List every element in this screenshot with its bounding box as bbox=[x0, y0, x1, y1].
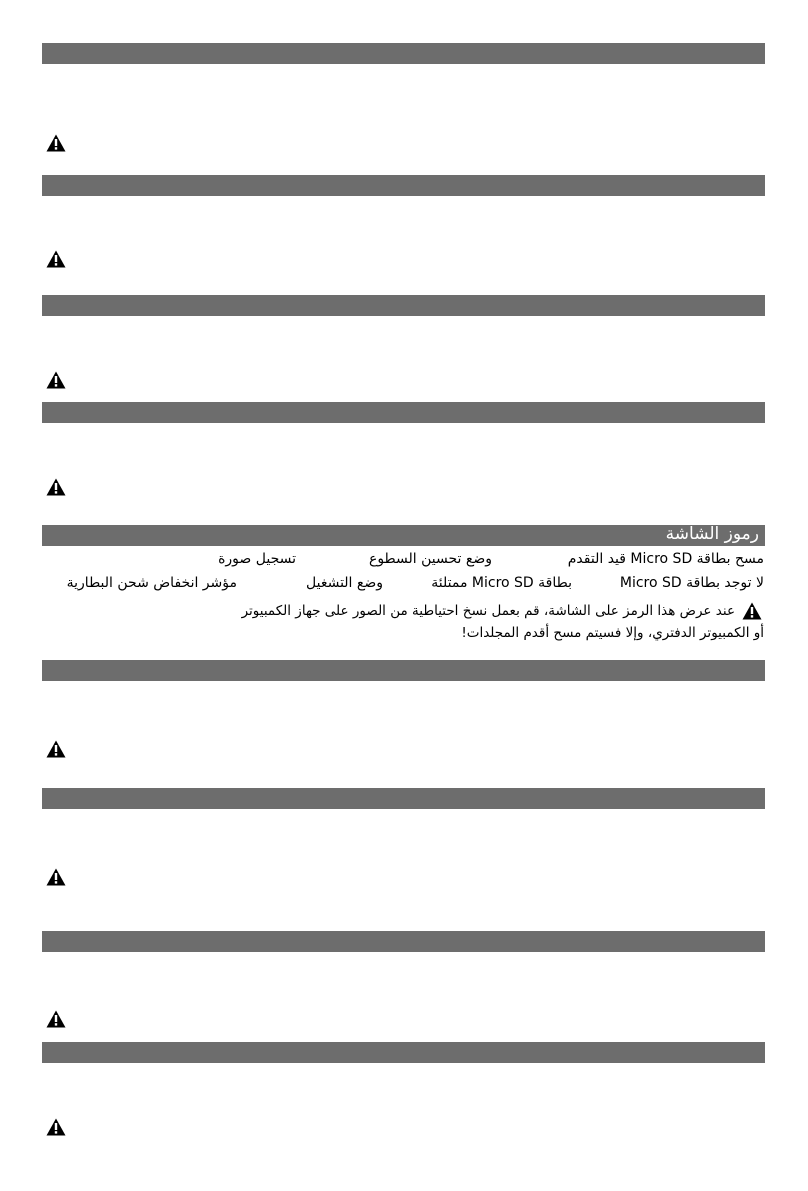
icon-label-play: وضع التشغيل bbox=[306, 575, 383, 591]
section-bar bbox=[42, 43, 765, 64]
icon-label-battery: مؤشر انخفاض شحن البطارية bbox=[66, 575, 237, 591]
section-bar bbox=[42, 175, 765, 196]
warning-triangle-icon bbox=[46, 1010, 66, 1028]
screen-icons-header bbox=[42, 525, 765, 546]
screen-icons-title: رموز الشاشة bbox=[665, 524, 759, 544]
warning-triangle-icon bbox=[46, 478, 66, 496]
warning-triangle-icon bbox=[46, 371, 66, 389]
icon-label-record: تسجيل صورة bbox=[218, 551, 296, 567]
warning-triangle-icon bbox=[46, 868, 66, 886]
warning-triangle-icon bbox=[46, 250, 66, 268]
section-bar bbox=[42, 931, 765, 952]
icon-label-no-card: لا توجد بطاقة Micro SD bbox=[619, 575, 764, 591]
icon-label-brightness: وضع تحسين السطوع bbox=[368, 551, 492, 567]
icon-label-card-scan: مسح بطاقة Micro SD قيد التقدم bbox=[567, 551, 764, 567]
section-bar bbox=[42, 660, 765, 681]
warning-triangle-icon bbox=[46, 740, 66, 758]
backup-notice-line1: عند عرض هذا الرمز على الشاشة، قم بعمل نسخ احتياطية من الصور على جهاز الكمبيوتر bbox=[241, 603, 735, 619]
warning-triangle-icon bbox=[742, 602, 762, 620]
section-bar bbox=[42, 788, 765, 809]
section-bar bbox=[42, 295, 765, 316]
warning-triangle-icon bbox=[46, 1118, 66, 1136]
section-bar bbox=[42, 402, 765, 423]
warning-triangle-icon bbox=[46, 134, 66, 152]
icon-label-card-full: بطاقة Micro SD ممتلئة bbox=[431, 575, 572, 591]
backup-notice-line2: أو الكمبيوتر الدفتري، وإلا فسيتم مسح أقدم المجلدات! bbox=[461, 625, 764, 641]
section-bar bbox=[42, 1042, 765, 1063]
